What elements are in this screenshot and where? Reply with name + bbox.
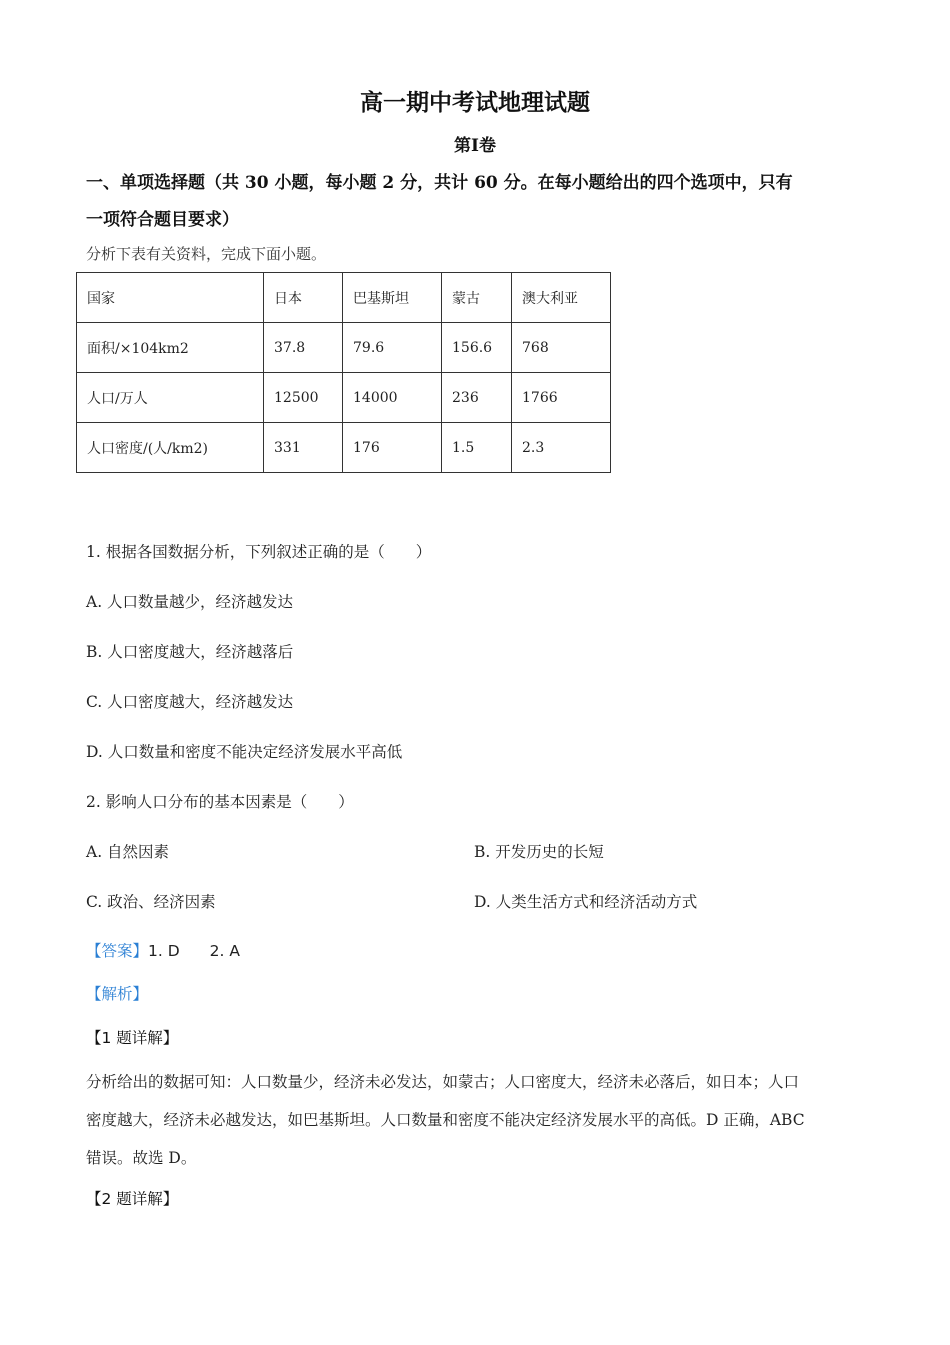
table-cell: 2.3: [512, 423, 611, 473]
table-row: [77, 273, 611, 323]
volume-heading: 第Ⅰ卷: [454, 136, 496, 156]
question-2-option-c: C. 政治、经济因素: [86, 893, 216, 911]
table-cell: 蒙古: [442, 273, 512, 323]
table-row: [77, 423, 611, 473]
detail-2-heading: 【2 题详解】: [86, 1190, 179, 1208]
answer-line: [86, 939, 240, 961]
table-cell: 1766: [512, 373, 611, 423]
answer-label: 【答案】: [86, 942, 149, 960]
section-heading-line1: 一、单项选择题（共 30 小题，每小题 2 分，共计 60 分。在每小题给出的四个选项中，只有: [86, 173, 793, 193]
question-2-option-d: D. 人类生活方式和经济活动方式: [474, 893, 698, 911]
table-cell: 日本: [264, 273, 343, 323]
answer-q1: 1. D: [148, 942, 180, 960]
detail-1-line-3: 错误。故选 D。: [86, 1149, 197, 1167]
table-cell: 331: [264, 423, 343, 473]
data-table: [76, 272, 611, 473]
answer-q2: 2. A: [209, 942, 240, 960]
analysis-label: 【解析】: [86, 985, 149, 1003]
table-cell: 79.6: [343, 323, 442, 373]
question-intro: 分析下表有关资料，完成下面小题。: [86, 245, 327, 263]
question-1-stem: 1. 根据各国数据分析，下列叙述正确的是（ ）: [86, 543, 432, 561]
detail-1-line-1: 分析给出的数据可知：人口数量少，经济未必发达，如蒙古；人口密度大，经济未必落后，如日本；人口: [86, 1073, 800, 1091]
table-cell: 1.5: [442, 423, 512, 473]
table-cell: 768: [512, 323, 611, 373]
question-1-option-d: D. 人口数量和密度不能决定经济发展水平高低: [86, 743, 403, 761]
table-cell: 人口密度/(人/km2): [77, 423, 264, 473]
question-1-option-c: C. 人口密度越大，经济越发达: [86, 693, 294, 711]
table-row: [77, 323, 611, 373]
table-cell: 14000: [343, 373, 442, 423]
section-heading-line2: 一项符合题目要求）: [86, 210, 239, 230]
question-1-option-a: A. 人口数量越少，经济越发达: [86, 593, 294, 611]
question-2-option-b: B. 开发历史的长短: [474, 843, 604, 861]
detail-1-line-2: 密度越大，经济未必越发达，如巴基斯坦。人口数量和密度不能决定经济发展水平的高低。D 正确，ABC: [86, 1111, 805, 1129]
table-cell: 156.6: [442, 323, 512, 373]
table-cell: 国家: [77, 273, 264, 323]
table-row: [77, 373, 611, 423]
question-1-option-b: B. 人口密度越大，经济越落后: [86, 643, 294, 661]
page-title: 高一期中考试地理试题: [360, 89, 590, 116]
detail-1-heading: 【1 题详解】: [86, 1029, 179, 1047]
table-cell: 面积/×104km2: [77, 323, 264, 373]
table-cell: 人口/万人: [77, 373, 264, 423]
table-cell: 巴基斯坦: [343, 273, 442, 323]
table-cell: 176: [343, 423, 442, 473]
question-2-stem: 2. 影响人口分布的基本因素是（ ）: [86, 793, 354, 811]
question-2-option-a: A. 自然因素: [86, 843, 170, 861]
table-cell: 37.8: [264, 323, 343, 373]
table-cell: 12500: [264, 373, 343, 423]
table-cell: 澳大利亚: [512, 273, 611, 323]
table-cell: 236: [442, 373, 512, 423]
